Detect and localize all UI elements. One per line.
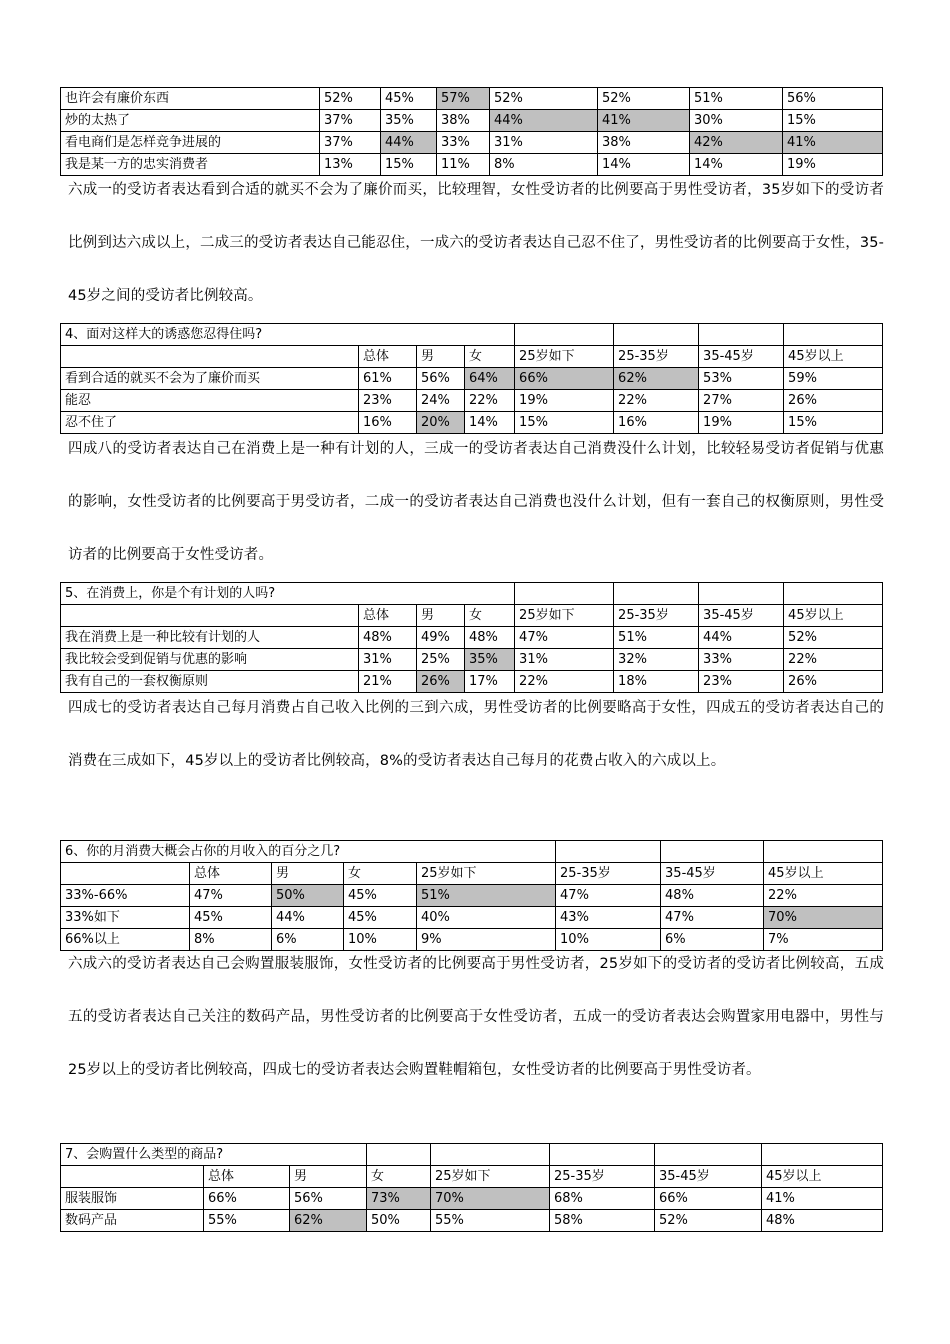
cell: 22% (784, 649, 883, 671)
row-label: 66%以上 (61, 929, 190, 951)
cell: 55% (431, 1210, 550, 1232)
header-cell: 男 (290, 1166, 367, 1188)
cell (367, 1144, 431, 1166)
header-cell (61, 863, 190, 885)
cell: 52% (655, 1210, 762, 1232)
cell: 41% (762, 1188, 883, 1210)
cell-highlighted: 66% (515, 368, 614, 390)
cell: 50% (367, 1210, 431, 1232)
cell-highlighted: 44% (490, 110, 598, 132)
cell: 26% (784, 390, 883, 412)
header-cell (61, 346, 359, 368)
table-row (61, 88, 883, 110)
header-cell: 35-45岁 (699, 346, 784, 368)
cell (431, 1144, 550, 1166)
table-row (61, 627, 883, 649)
row-label: 忍不住了 (61, 412, 359, 434)
cell (655, 1144, 762, 1166)
cell: 15% (515, 412, 614, 434)
cell: 37% (320, 110, 381, 132)
table-preference-reasons (60, 87, 883, 176)
cell: 33% (437, 132, 490, 154)
cell: 40% (417, 907, 556, 929)
cell (784, 583, 883, 605)
header-cell: 45岁以上 (762, 1166, 883, 1188)
row-label: 我有自己的一套权衡原则 (61, 671, 359, 693)
cell: 38% (598, 132, 690, 154)
header-cell: 女 (367, 1166, 431, 1188)
analysis-paragraph-3: 四成七的受访者表达自己每月消费占自己收入比例的三到六成，男性受访者的比例要略高于女性，四成五的受访者表达自己的消费在三成如下，45岁以上的受访者比例较高，8%的受访者表达自己每月的花费占收入的六成以上。 (68, 700, 884, 769)
question-title: 7、会购置什么类型的商品? (61, 1144, 367, 1166)
header-cell: 25-35岁 (614, 346, 699, 368)
question-row (61, 324, 883, 346)
cell-highlighted: 62% (290, 1210, 367, 1232)
analysis-paragraph-2: 四成八的受访者表达自己在消费上是一种有计划的人，三成一的受访者表达自己消费没什么计划，比较轻易受访者促销与优惠的影响，女性受访者的比例要高于男受访者，二成一的受访者表达自己消费也没什么计划，但有一套自己的权衡原则，男性受访者的比例要高于女性受访者。 (68, 441, 884, 563)
cell: 22% (764, 885, 883, 907)
cell (614, 324, 699, 346)
cell-highlighted: 50% (272, 885, 344, 907)
cell: 68% (550, 1188, 655, 1210)
cell: 9% (417, 929, 556, 951)
cell: 58% (550, 1210, 655, 1232)
cell: 37% (320, 132, 381, 154)
header-cell: 女 (344, 863, 417, 885)
table-row (61, 368, 883, 390)
cell: 61% (359, 368, 417, 390)
header-cell: 总体 (204, 1166, 290, 1188)
header-cell: 男 (417, 346, 465, 368)
cell: 31% (515, 649, 614, 671)
cell: 35% (381, 110, 437, 132)
row-label: 我比较会受到促销与优惠的影响 (61, 649, 359, 671)
cell-highlighted: 20% (417, 412, 465, 434)
cell: 14% (690, 154, 783, 176)
header-cell (61, 605, 359, 627)
cell: 66% (655, 1188, 762, 1210)
cell-highlighted: 44% (381, 132, 437, 154)
header-row (61, 1166, 883, 1188)
header-cell: 35-45岁 (661, 863, 764, 885)
cell (550, 1144, 655, 1166)
cell: 27% (699, 390, 784, 412)
cell: 48% (465, 627, 515, 649)
cell: 55% (204, 1210, 290, 1232)
question-title: 4、面对这样大的诱惑您忍得住吗? (61, 324, 515, 346)
table-row (61, 1210, 883, 1232)
header-cell: 25-35岁 (614, 605, 699, 627)
row-label: 也许会有廉价东西 (61, 88, 320, 110)
cell: 31% (359, 649, 417, 671)
header-cell: 45岁以上 (784, 346, 883, 368)
header-cell: 总体 (190, 863, 272, 885)
cell: 25% (417, 649, 465, 671)
cell: 49% (417, 627, 465, 649)
cell: 45% (344, 885, 417, 907)
header-cell: 总体 (359, 346, 417, 368)
row-label: 我是某一方的忠实消费者 (61, 154, 320, 176)
cell (699, 583, 784, 605)
cell (556, 841, 661, 863)
cell: 13% (320, 154, 381, 176)
cell: 48% (762, 1210, 883, 1232)
table-row (61, 132, 883, 154)
cell: 52% (784, 627, 883, 649)
cell: 51% (614, 627, 699, 649)
row-label: 看电商们是怎样竞争进展的 (61, 132, 320, 154)
cell: 10% (556, 929, 661, 951)
table-planning (60, 582, 883, 693)
cell: 45% (344, 907, 417, 929)
cell: 52% (490, 88, 598, 110)
cell: 14% (465, 412, 515, 434)
cell: 59% (784, 368, 883, 390)
cell-highlighted: 70% (764, 907, 883, 929)
question-title: 6、你的月消费大概会占你的月收入的百分之几? (61, 841, 556, 863)
table-row (61, 1188, 883, 1210)
table-temptation (60, 323, 883, 434)
table-product-types (60, 1143, 883, 1232)
cell: 16% (614, 412, 699, 434)
cell: 52% (320, 88, 381, 110)
analysis-paragraph-1: 六成一的受访者表达看到合适的就买不会为了廉价而买，比较理智，女性受访者的比例要高于男性受访者，35岁如下的受访者比例到达六成以上，二成三的受访者表达自己能忍住，一成六的受访者表达自己忍不住了，男性受访者的比例要高于女性，35-45岁之间的受访者比例较高。 (68, 182, 884, 304)
cell (762, 1144, 883, 1166)
cell: 19% (783, 154, 883, 176)
cell-highlighted: 57% (437, 88, 490, 110)
cell: 45% (381, 88, 437, 110)
table-row (61, 649, 883, 671)
header-cell: 25岁如下 (417, 863, 556, 885)
header-cell: 25岁如下 (515, 605, 614, 627)
cell: 66% (204, 1188, 290, 1210)
cell (699, 324, 784, 346)
cell: 56% (417, 368, 465, 390)
cell: 33% (699, 649, 784, 671)
header-cell: 35-45岁 (655, 1166, 762, 1188)
cell: 24% (417, 390, 465, 412)
cell (764, 841, 883, 863)
cell: 48% (661, 885, 764, 907)
cell: 8% (190, 929, 272, 951)
header-cell: 45岁以上 (784, 605, 883, 627)
header-cell: 25-35岁 (550, 1166, 655, 1188)
cell-highlighted: 42% (690, 132, 783, 154)
cell-highlighted: 35% (465, 649, 515, 671)
cell-highlighted: 62% (614, 368, 699, 390)
cell-highlighted: 64% (465, 368, 515, 390)
row-label: 33%-66% (61, 885, 190, 907)
cell: 19% (515, 390, 614, 412)
cell: 48% (359, 627, 417, 649)
question-row (61, 841, 883, 863)
question-row (61, 583, 883, 605)
cell: 44% (699, 627, 784, 649)
cell: 15% (783, 110, 883, 132)
table-row (61, 885, 883, 907)
cell-highlighted: 41% (783, 132, 883, 154)
cell (661, 841, 764, 863)
cell: 56% (783, 88, 883, 110)
cell (515, 583, 614, 605)
cell-highlighted: 73% (367, 1188, 431, 1210)
header-row (61, 605, 883, 627)
table-row (61, 390, 883, 412)
header-cell: 女 (465, 605, 515, 627)
header-cell: 女 (465, 346, 515, 368)
cell: 52% (598, 88, 690, 110)
cell: 21% (359, 671, 417, 693)
cell: 16% (359, 412, 417, 434)
cell: 22% (515, 671, 614, 693)
row-label: 服装服饰 (61, 1188, 204, 1210)
cell: 32% (614, 649, 699, 671)
cell: 18% (614, 671, 699, 693)
cell: 43% (556, 907, 661, 929)
cell: 23% (359, 390, 417, 412)
header-row (61, 863, 883, 885)
cell (515, 324, 614, 346)
header-cell: 35-45岁 (699, 605, 784, 627)
header-cell: 25岁如下 (515, 346, 614, 368)
row-label: 33%如下 (61, 907, 190, 929)
header-cell: 男 (272, 863, 344, 885)
cell: 47% (190, 885, 272, 907)
cell: 17% (465, 671, 515, 693)
row-label: 数码产品 (61, 1210, 204, 1232)
cell: 8% (490, 154, 598, 176)
cell: 19% (699, 412, 784, 434)
cell (784, 324, 883, 346)
table-row (61, 110, 883, 132)
cell: 11% (437, 154, 490, 176)
header-row (61, 346, 883, 368)
cell: 53% (699, 368, 784, 390)
header-cell: 25岁如下 (431, 1166, 550, 1188)
table-monthly-spending (60, 840, 883, 951)
cell: 56% (290, 1188, 367, 1210)
cell: 30% (690, 110, 783, 132)
cell-highlighted: 41% (598, 110, 690, 132)
cell (614, 583, 699, 605)
cell: 6% (272, 929, 344, 951)
question-row (61, 1144, 883, 1166)
cell: 15% (784, 412, 883, 434)
header-cell: 45岁以上 (764, 863, 883, 885)
cell: 14% (598, 154, 690, 176)
header-cell (61, 1166, 204, 1188)
table-row (61, 907, 883, 929)
header-cell: 25-35岁 (556, 863, 661, 885)
cell: 6% (661, 929, 764, 951)
question-title: 5、在消费上，你是个有计划的人吗? (61, 583, 515, 605)
cell-highlighted: 51% (417, 885, 556, 907)
row-label: 能忍 (61, 390, 359, 412)
cell: 15% (381, 154, 437, 176)
cell-highlighted: 70% (431, 1188, 550, 1210)
cell: 23% (699, 671, 784, 693)
cell-highlighted: 26% (417, 671, 465, 693)
cell: 26% (784, 671, 883, 693)
cell: 22% (614, 390, 699, 412)
cell: 45% (190, 907, 272, 929)
cell: 51% (690, 88, 783, 110)
cell: 47% (661, 907, 764, 929)
header-cell: 男 (417, 605, 465, 627)
row-label: 看到合适的就买不会为了廉价而买 (61, 368, 359, 390)
row-label: 我在消费上是一种比较有计划的人 (61, 627, 359, 649)
cell: 10% (344, 929, 417, 951)
analysis-paragraph-4: 六成六的受访者表达自己会购置服装服饰，女性受访者的比例要高于男性受访者，25岁如下的受访者的受访者比例较高，五成五的受访者表达自己关注的数码产品，男性受访者的比例要高于女性受访者，五成一的受访者表达会购置家用电器中，男性与25岁以上的受访者比例较高，四成七的受访者表达会购置鞋帽箱包，女性受访者的比例要高于男性受访者。 (68, 956, 884, 1078)
cell: 44% (272, 907, 344, 929)
cell: 22% (465, 390, 515, 412)
cell: 7% (764, 929, 883, 951)
row-label: 炒的太热了 (61, 110, 320, 132)
cell: 38% (437, 110, 490, 132)
header-cell: 总体 (359, 605, 417, 627)
cell: 31% (490, 132, 598, 154)
cell: 47% (556, 885, 661, 907)
cell: 47% (515, 627, 614, 649)
